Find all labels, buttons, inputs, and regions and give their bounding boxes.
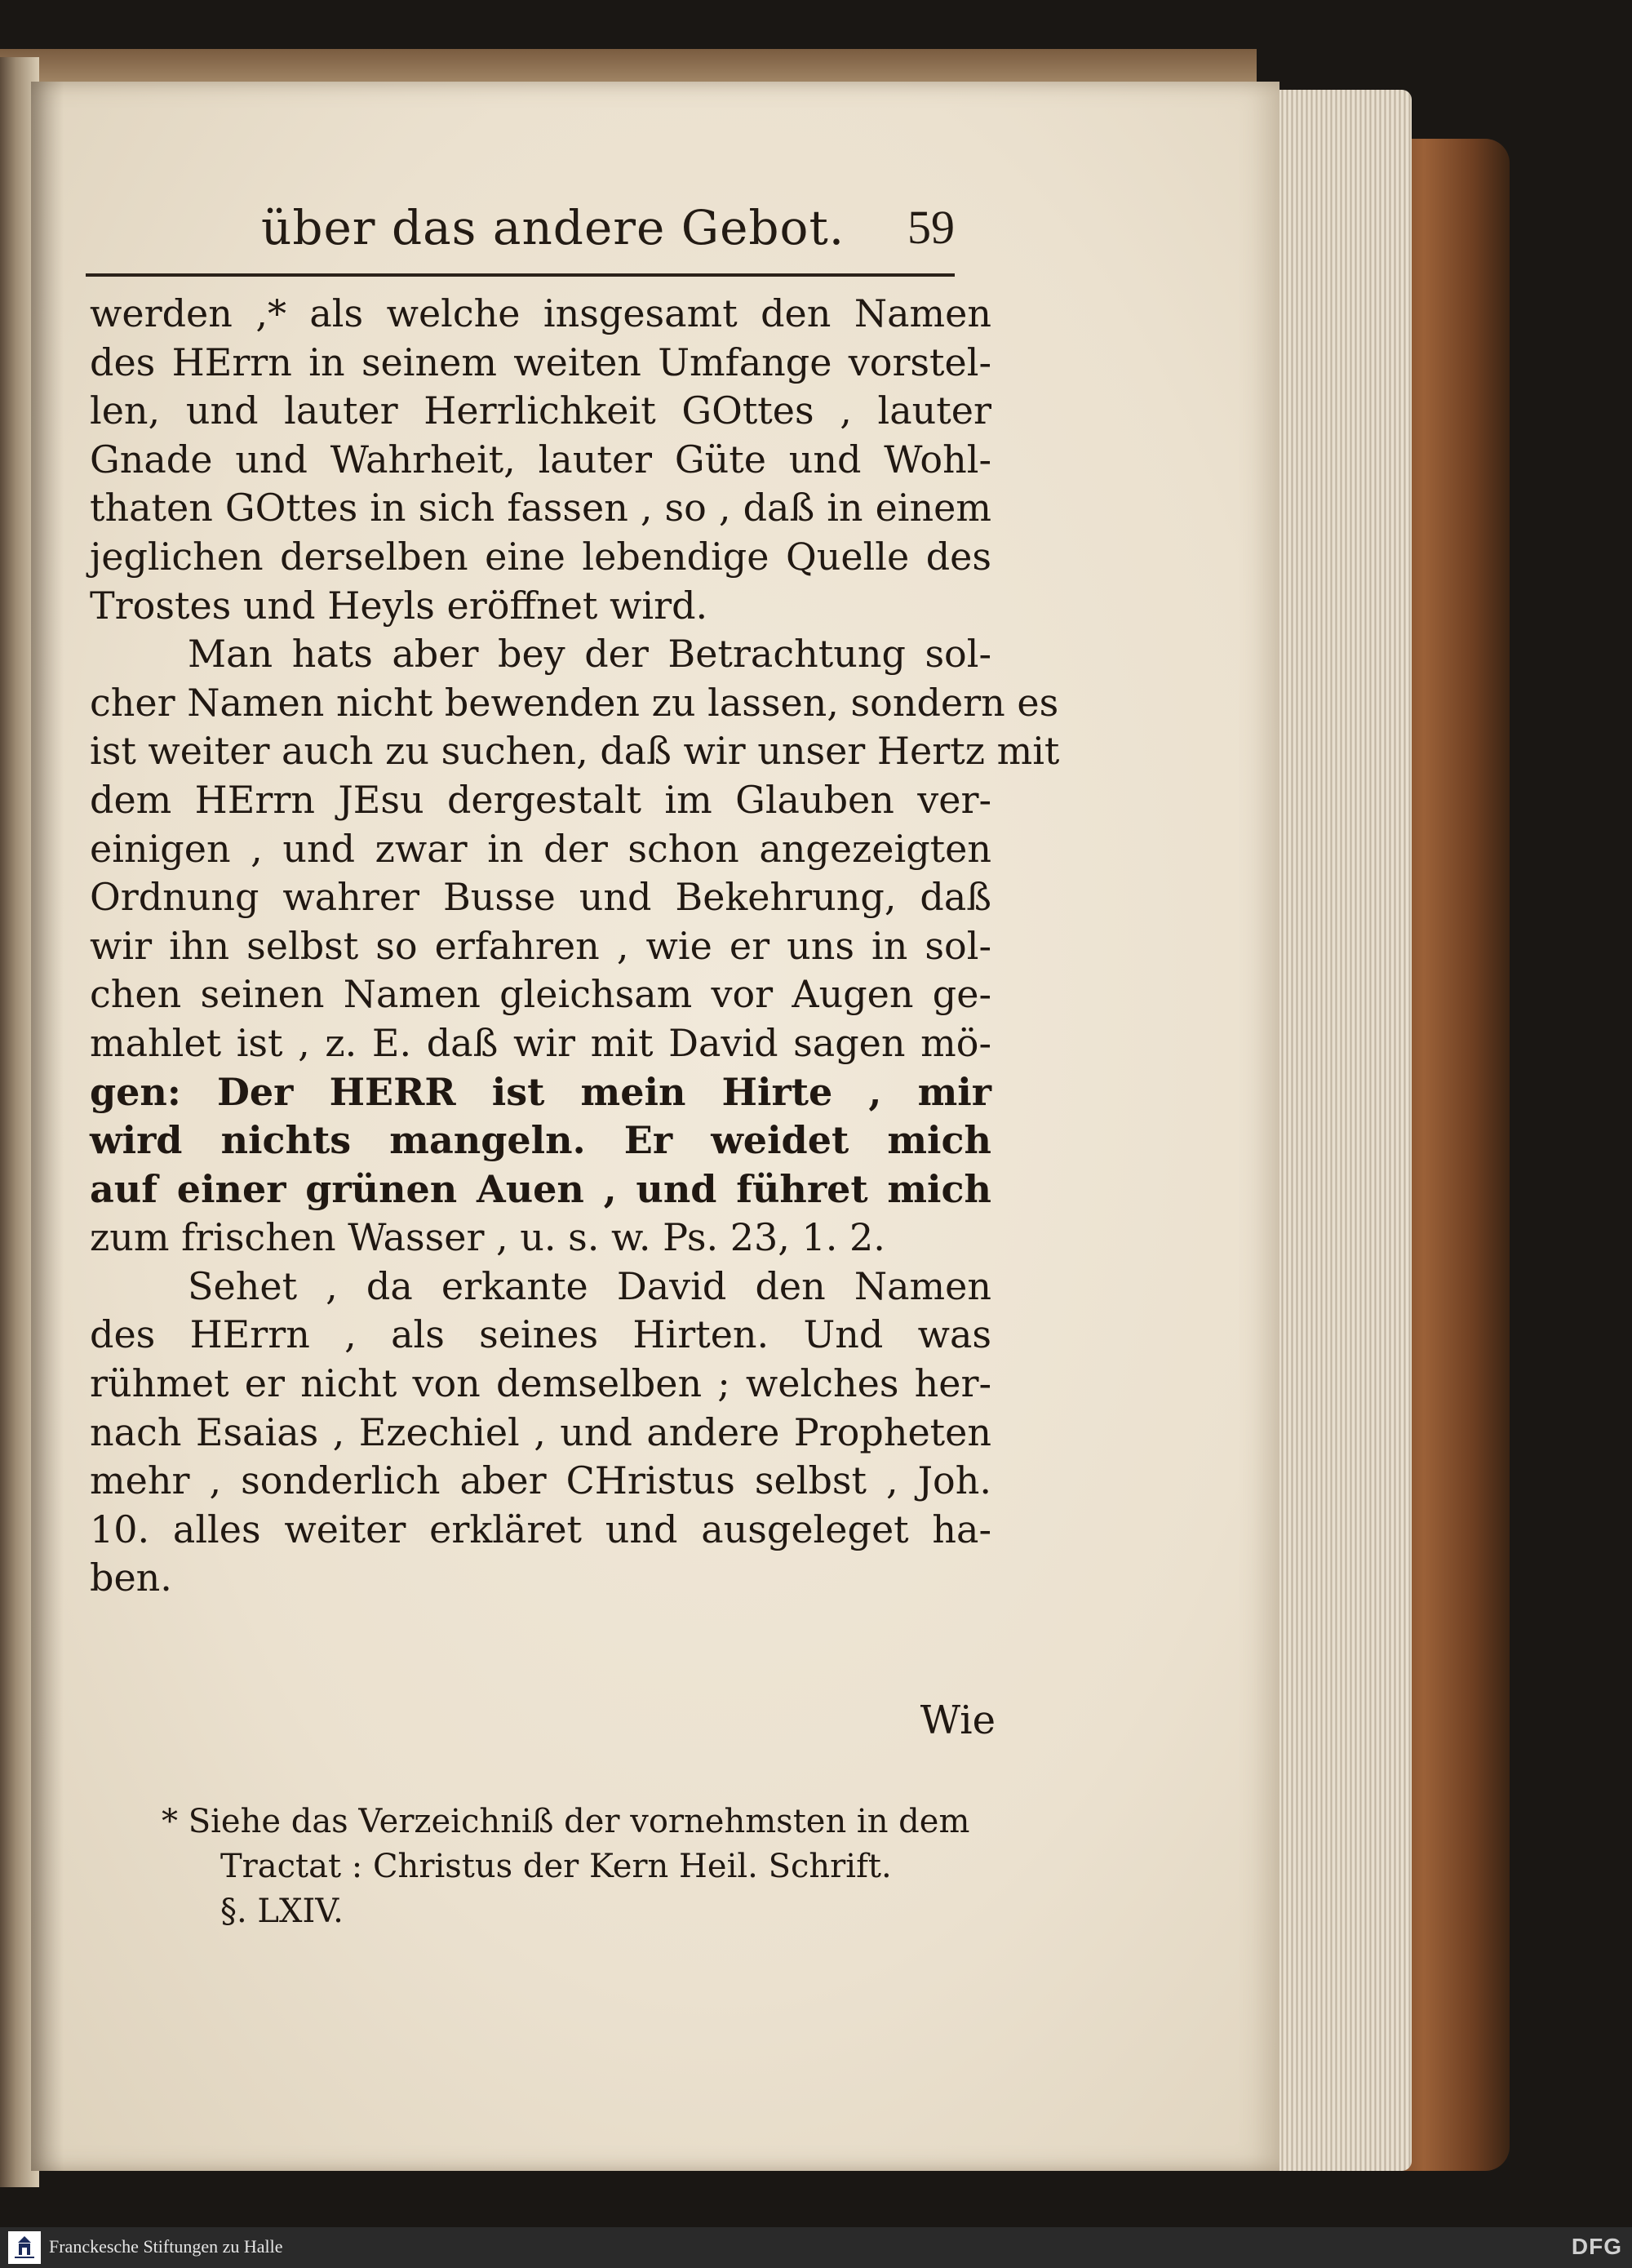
text-line: zum frischen Wasser , u. s. w. Ps. 23, 1. 2. bbox=[90, 1215, 885, 1260]
gutter-shadow bbox=[31, 82, 64, 2171]
text-line: Trostes und Heyls eröffnet wird. bbox=[90, 583, 708, 628]
text-line: Man hats aber bey der Betrachtung sol- bbox=[188, 632, 991, 677]
text-line: Sehet , da erkante David den Namen bbox=[188, 1263, 991, 1308]
text-line: wir ihn selbst so erfahren , wie er uns in sol- bbox=[90, 923, 991, 968]
text-line: ist weiter auch zu suchen, daß wir unser Hertz mit bbox=[90, 729, 1060, 774]
text-line: jeglichen derselben eine lebendige Quelle des bbox=[90, 534, 991, 579]
text-line: mehr , sonderlich aber CHristus selbst , Joh. bbox=[90, 1458, 991, 1503]
institution-logo-icon bbox=[8, 2231, 41, 2264]
catchword: Wie bbox=[920, 1698, 996, 1743]
text-line: wird nichts mangeln. Er weidet mich bbox=[90, 1118, 991, 1163]
text-line: Ordnung wahrer Busse und Bekehrung, daß bbox=[90, 875, 991, 920]
header-rule bbox=[86, 273, 955, 277]
text-line: Gnade und Wahrheit, lauter Güte und Wohl- bbox=[90, 437, 991, 482]
text-line: gen: Der HERR ist mein Hirte , mir bbox=[90, 1069, 991, 1114]
institution-name: Franckesche Stiftungen zu Halle bbox=[49, 2236, 283, 2257]
running-title: über das andere Gebot. bbox=[261, 200, 845, 255]
text-line: thaten GOttes in sich fassen , so , daß in einem bbox=[90, 486, 991, 530]
text-line: des HErrn , als seines Hirten. Und was bbox=[90, 1312, 991, 1357]
text-line: nach Esaias , Ezechiel , und andere Propheten bbox=[90, 1409, 991, 1454]
text-line: rühmet er nicht von demselben ; welches her- bbox=[90, 1361, 991, 1406]
text-line: 10. alles weiter erkläret und ausgeleget ha- bbox=[90, 1507, 991, 1551]
text-line: auf einer grünen Auen , und führet mich bbox=[90, 1166, 991, 1211]
text-line: einigen , und zwar in der schon angezeigten bbox=[90, 826, 991, 871]
text-line: dem HErrn JEsu dergestalt im Glauben ver- bbox=[90, 777, 991, 822]
text-line: cher Namen nicht bewenden zu lassen, sondern es bbox=[90, 680, 1059, 725]
footnote-line: §. LXIV. bbox=[220, 1893, 344, 1930]
text-line: des HErrn in seinem weiten Umfange vorstel- bbox=[90, 340, 991, 384]
text-line: werden ,* als welche insgesamt den Namen bbox=[90, 291, 991, 335]
dfg-logo: DFG bbox=[1571, 2234, 1622, 2259]
main-text bbox=[90, 290, 1060, 1603]
footnote bbox=[162, 1800, 1002, 1934]
page-number: 59 bbox=[907, 201, 955, 254]
running-head bbox=[261, 200, 955, 265]
footnote-line: * Siehe das Verzeichniß der vornehmsten in dem bbox=[162, 1803, 970, 1840]
footnote-line: Tractat : Christus der Kern Heil. Schrift. bbox=[220, 1848, 892, 1885]
text-line: chen seinen Namen gleichsam vor Augen ge- bbox=[90, 972, 991, 1017]
text-line: mahlet ist , z. E. daß wir mit David sagen mö- bbox=[90, 1020, 991, 1065]
text-line: len, und lauter Herrlichkeit GOttes , lauter bbox=[90, 388, 991, 433]
text-line: ben. bbox=[90, 1556, 172, 1600]
